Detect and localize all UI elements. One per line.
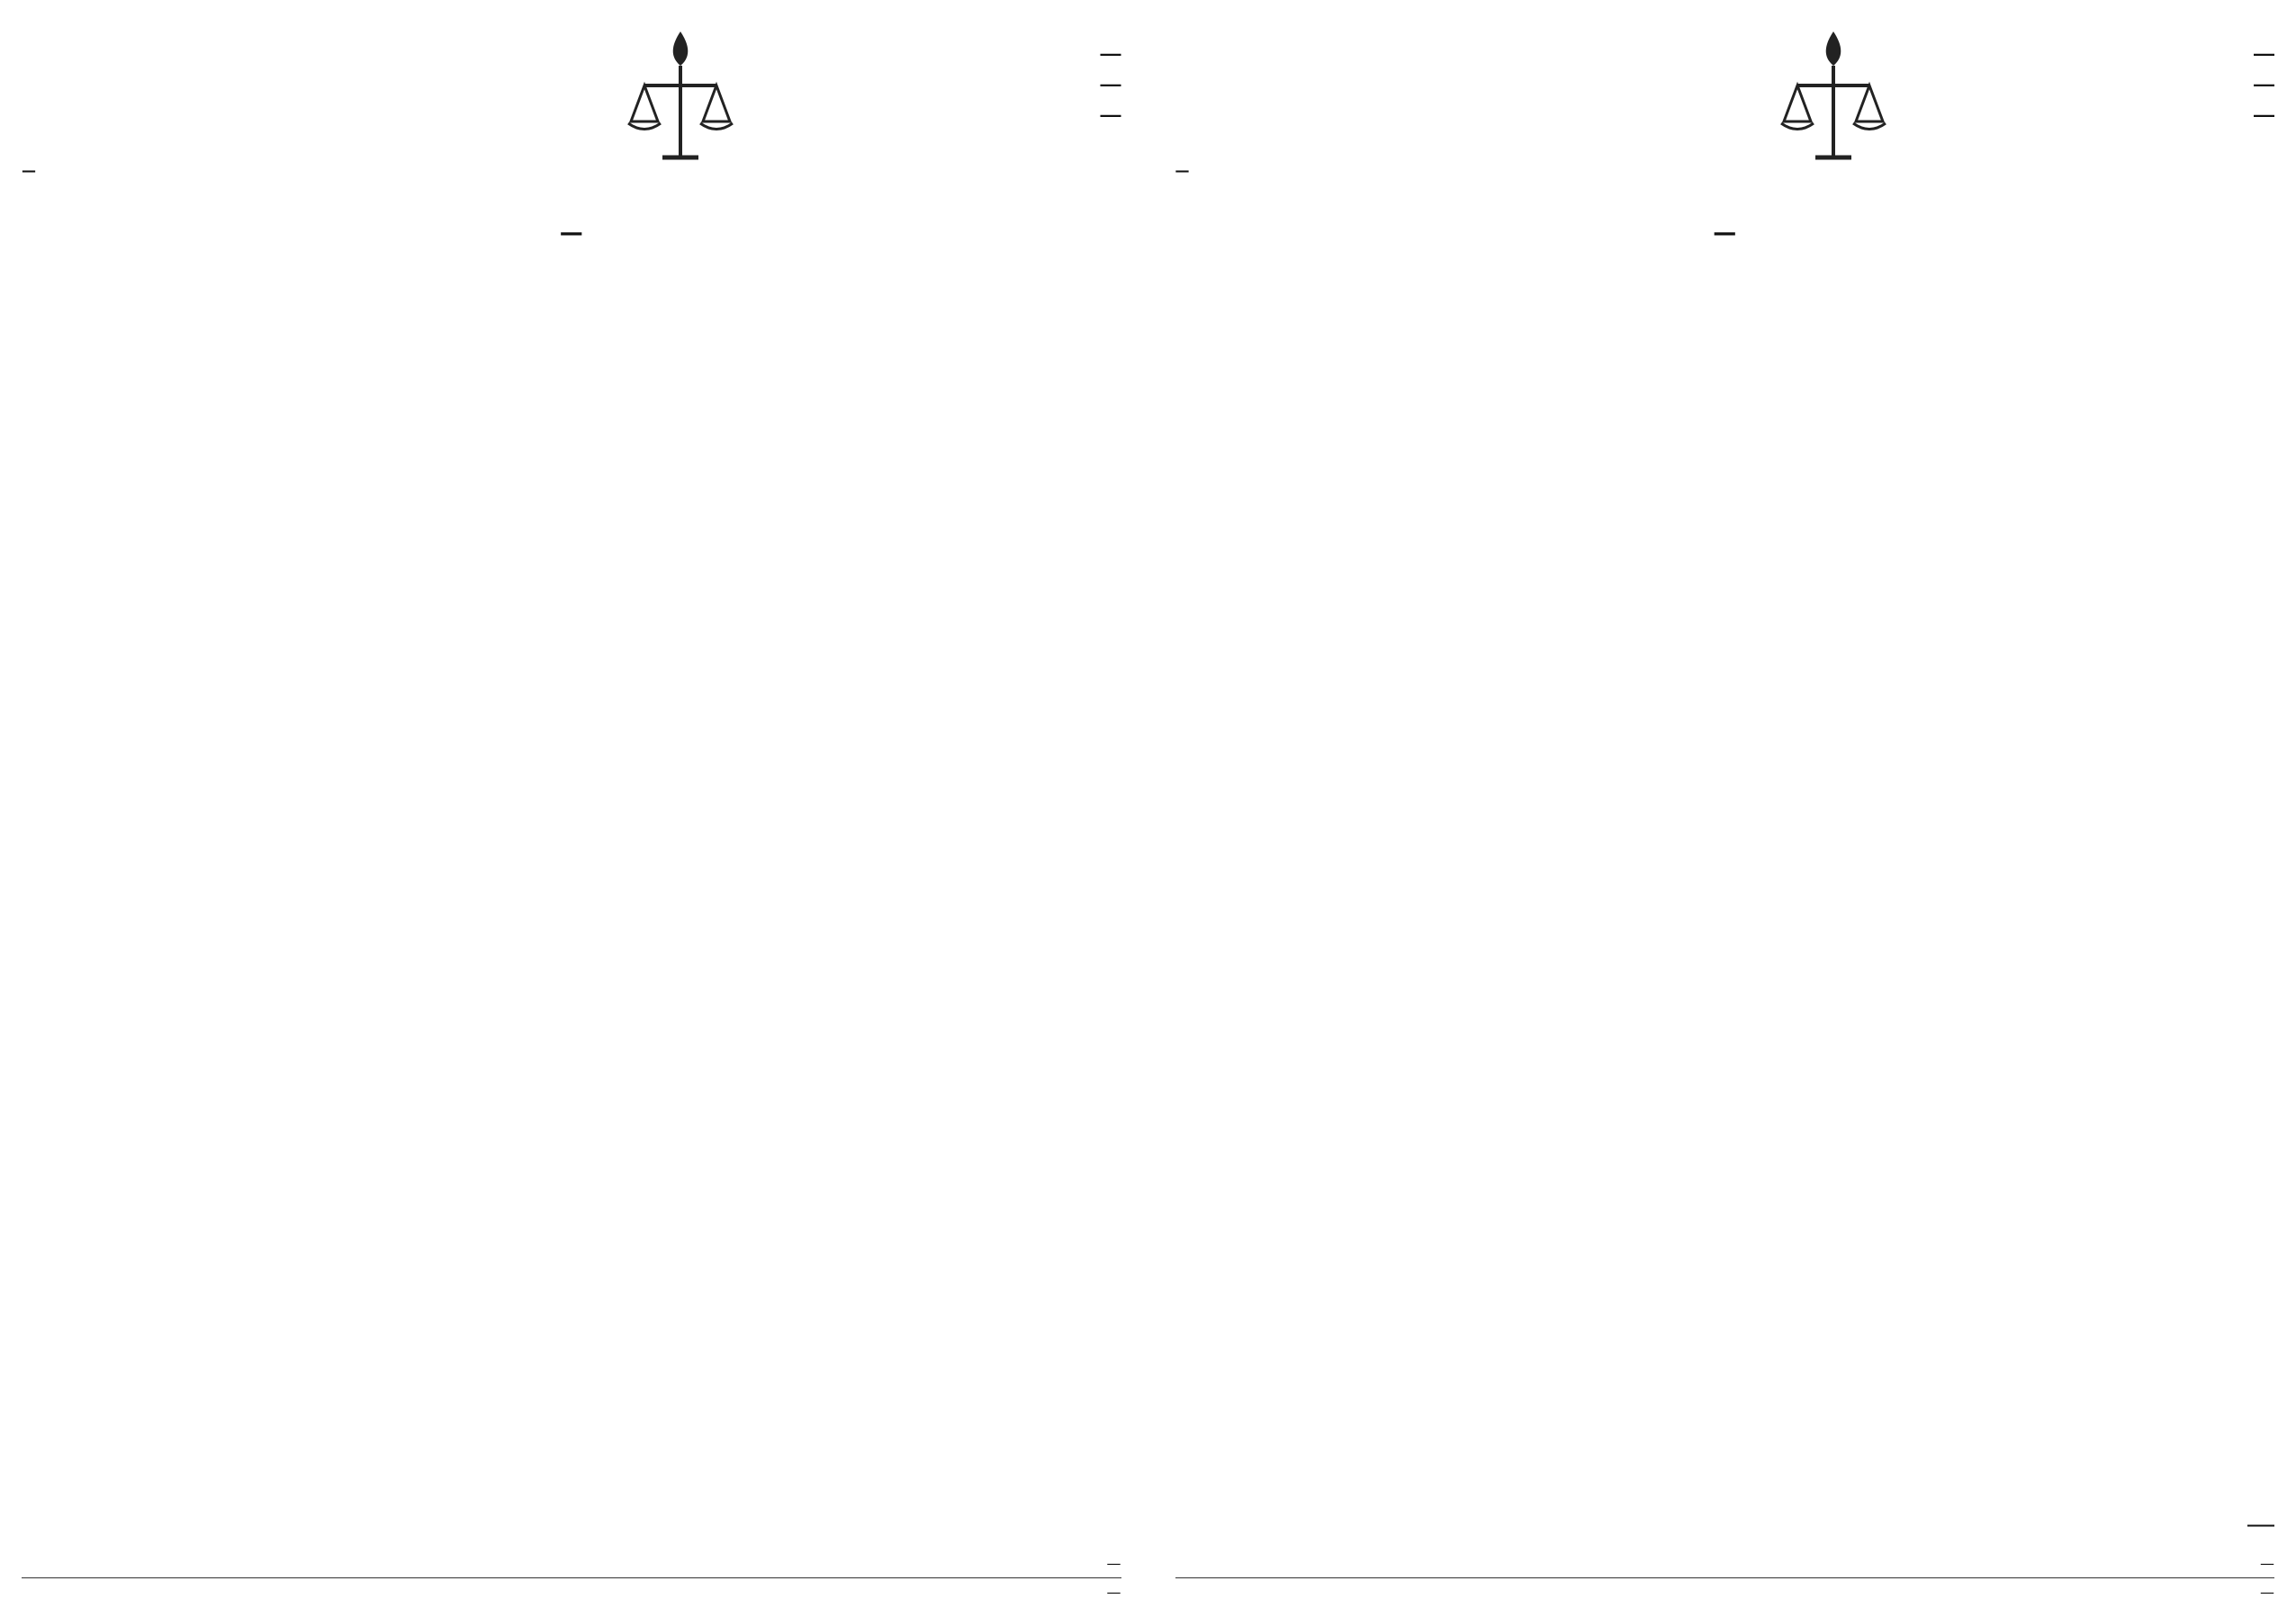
case-number: — xyxy=(1100,103,1121,126)
ad-title: — xyxy=(1713,220,1737,247)
judiciary-emblem-icon xyxy=(1752,18,1914,198)
header xyxy=(22,18,1121,207)
ad-title: — xyxy=(559,220,583,247)
address-footer: — xyxy=(1175,1577,2275,1601)
ad-body xyxy=(22,256,1121,1542)
page-label: — xyxy=(22,162,36,179)
page-label: — xyxy=(1175,162,1190,179)
column-page-2 xyxy=(1175,18,2275,1601)
ad-meta xyxy=(797,18,1121,130)
judiciary-emblem-icon xyxy=(599,18,761,198)
ad-body xyxy=(1175,256,2275,1503)
registrar-line: — xyxy=(2260,1555,2274,1572)
address-footer: — xyxy=(22,1577,1121,1601)
ad-number: — xyxy=(1100,41,1121,65)
case-number: — xyxy=(2254,103,2274,126)
column-page-1 xyxy=(22,18,1121,1601)
ad-meta xyxy=(1950,18,2274,130)
ad-date: — xyxy=(1100,72,1121,95)
ad-number: — xyxy=(2254,41,2274,65)
header xyxy=(1175,18,2275,207)
ad-date: — xyxy=(2254,72,2274,95)
publish-date-line: — xyxy=(2247,1509,2274,1539)
registrar-line: — xyxy=(1106,1555,1121,1572)
